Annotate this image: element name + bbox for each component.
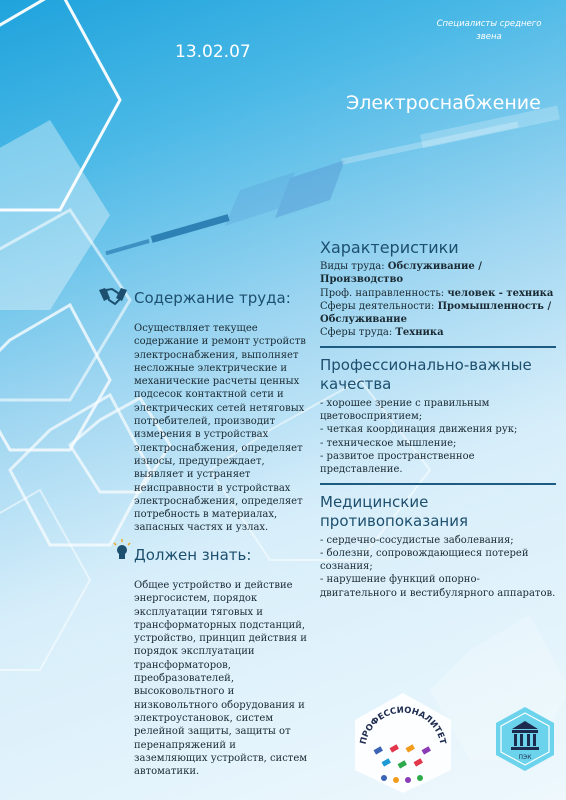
professionalitet-logo	[348, 690, 458, 795]
list-item: - сердечно-сосудистые заболевания;	[320, 534, 514, 546]
work-type-label: Виды труда:	[320, 261, 388, 272]
direction-row	[320, 287, 556, 300]
medical-title: Медицинские противопоказания	[320, 492, 468, 530]
sphere-label: Сферы деятельности:	[320, 300, 438, 312]
medical-list	[320, 534, 556, 600]
divider	[320, 346, 556, 348]
profession-title: Электроснабжение	[346, 92, 541, 114]
pek-text: ПЭК	[518, 754, 532, 761]
divider	[320, 483, 556, 485]
work-type-row	[320, 260, 556, 287]
pek-logo	[494, 705, 556, 773]
content-text: Осуществляет текущее содержание и ремонт устройств электроснабжения, выполняет несложные электрические и механические расчеты ценных подсесок контактной сети и электрических сетей нетяговых потребителей, производит измерения в устройствах электроснабжения, определяет износы, предупреждает, выявляет и устраняет неисправности в устройствах электроснабжения, определяет потребность в материалах, запасных частях и узлах.	[134, 323, 306, 534]
list-item: - нарушение функций опорно-двигательного и вестибулярного аппаратов.	[320, 574, 556, 599]
content-title: Содержание труда:	[134, 289, 291, 307]
right-column	[320, 238, 556, 600]
list-item: - болезни, сопровождающиеся потерей сознания;	[320, 547, 529, 573]
labor-row	[320, 326, 556, 339]
tag-line-2: звена	[476, 32, 502, 42]
specialty-code: 13.02.07	[175, 42, 251, 62]
qualities-list	[320, 397, 556, 477]
list-item: - техническое мышление;	[320, 437, 457, 449]
lightbulb-icon	[112, 538, 132, 562]
know-title: Должен знать:	[134, 546, 252, 564]
direction-label: Проф. направленность:	[320, 287, 448, 299]
know-text: Общее устройство и действие энергосистем, порядок эксплуатации тяговых и трансформаторных подстанций, устройство, принцип действия и порядок эксплуатации трансформаторов, преобразователей, высоковольтного и низковольтного оборудования и электроустановок, систем релейной защиты, защиты от перенапряжений и заземляющих устройств, систем автоматики.	[134, 580, 308, 778]
work-type-value: Обслуживание / Производство	[320, 261, 482, 286]
labor-label: Сферы труда:	[320, 327, 396, 339]
labor-value: Техника	[395, 327, 444, 339]
qualities-title: Профессионально-важные качества	[320, 355, 532, 393]
audience-tag	[434, 18, 544, 44]
list-item: - четкая координация движения рук;	[320, 424, 518, 436]
characteristics-title: Характеристики	[320, 238, 459, 257]
characteristics-list	[320, 260, 556, 340]
list-item: - развитое пространственное представление.	[320, 450, 475, 476]
professionalitet-text: ПРОФЕССИОНАЛИТЕТ	[358, 705, 448, 746]
sphere-value: Промышленность / Обслуживание	[320, 300, 552, 326]
direction-value: человек - техника	[447, 287, 554, 299]
handshake-icon	[98, 284, 128, 308]
sphere-row	[320, 300, 556, 327]
list-item: - хорошее зрение с правильным цветовосприятием;	[320, 397, 490, 423]
tag-line-1: Специалисты среднего	[436, 19, 542, 29]
